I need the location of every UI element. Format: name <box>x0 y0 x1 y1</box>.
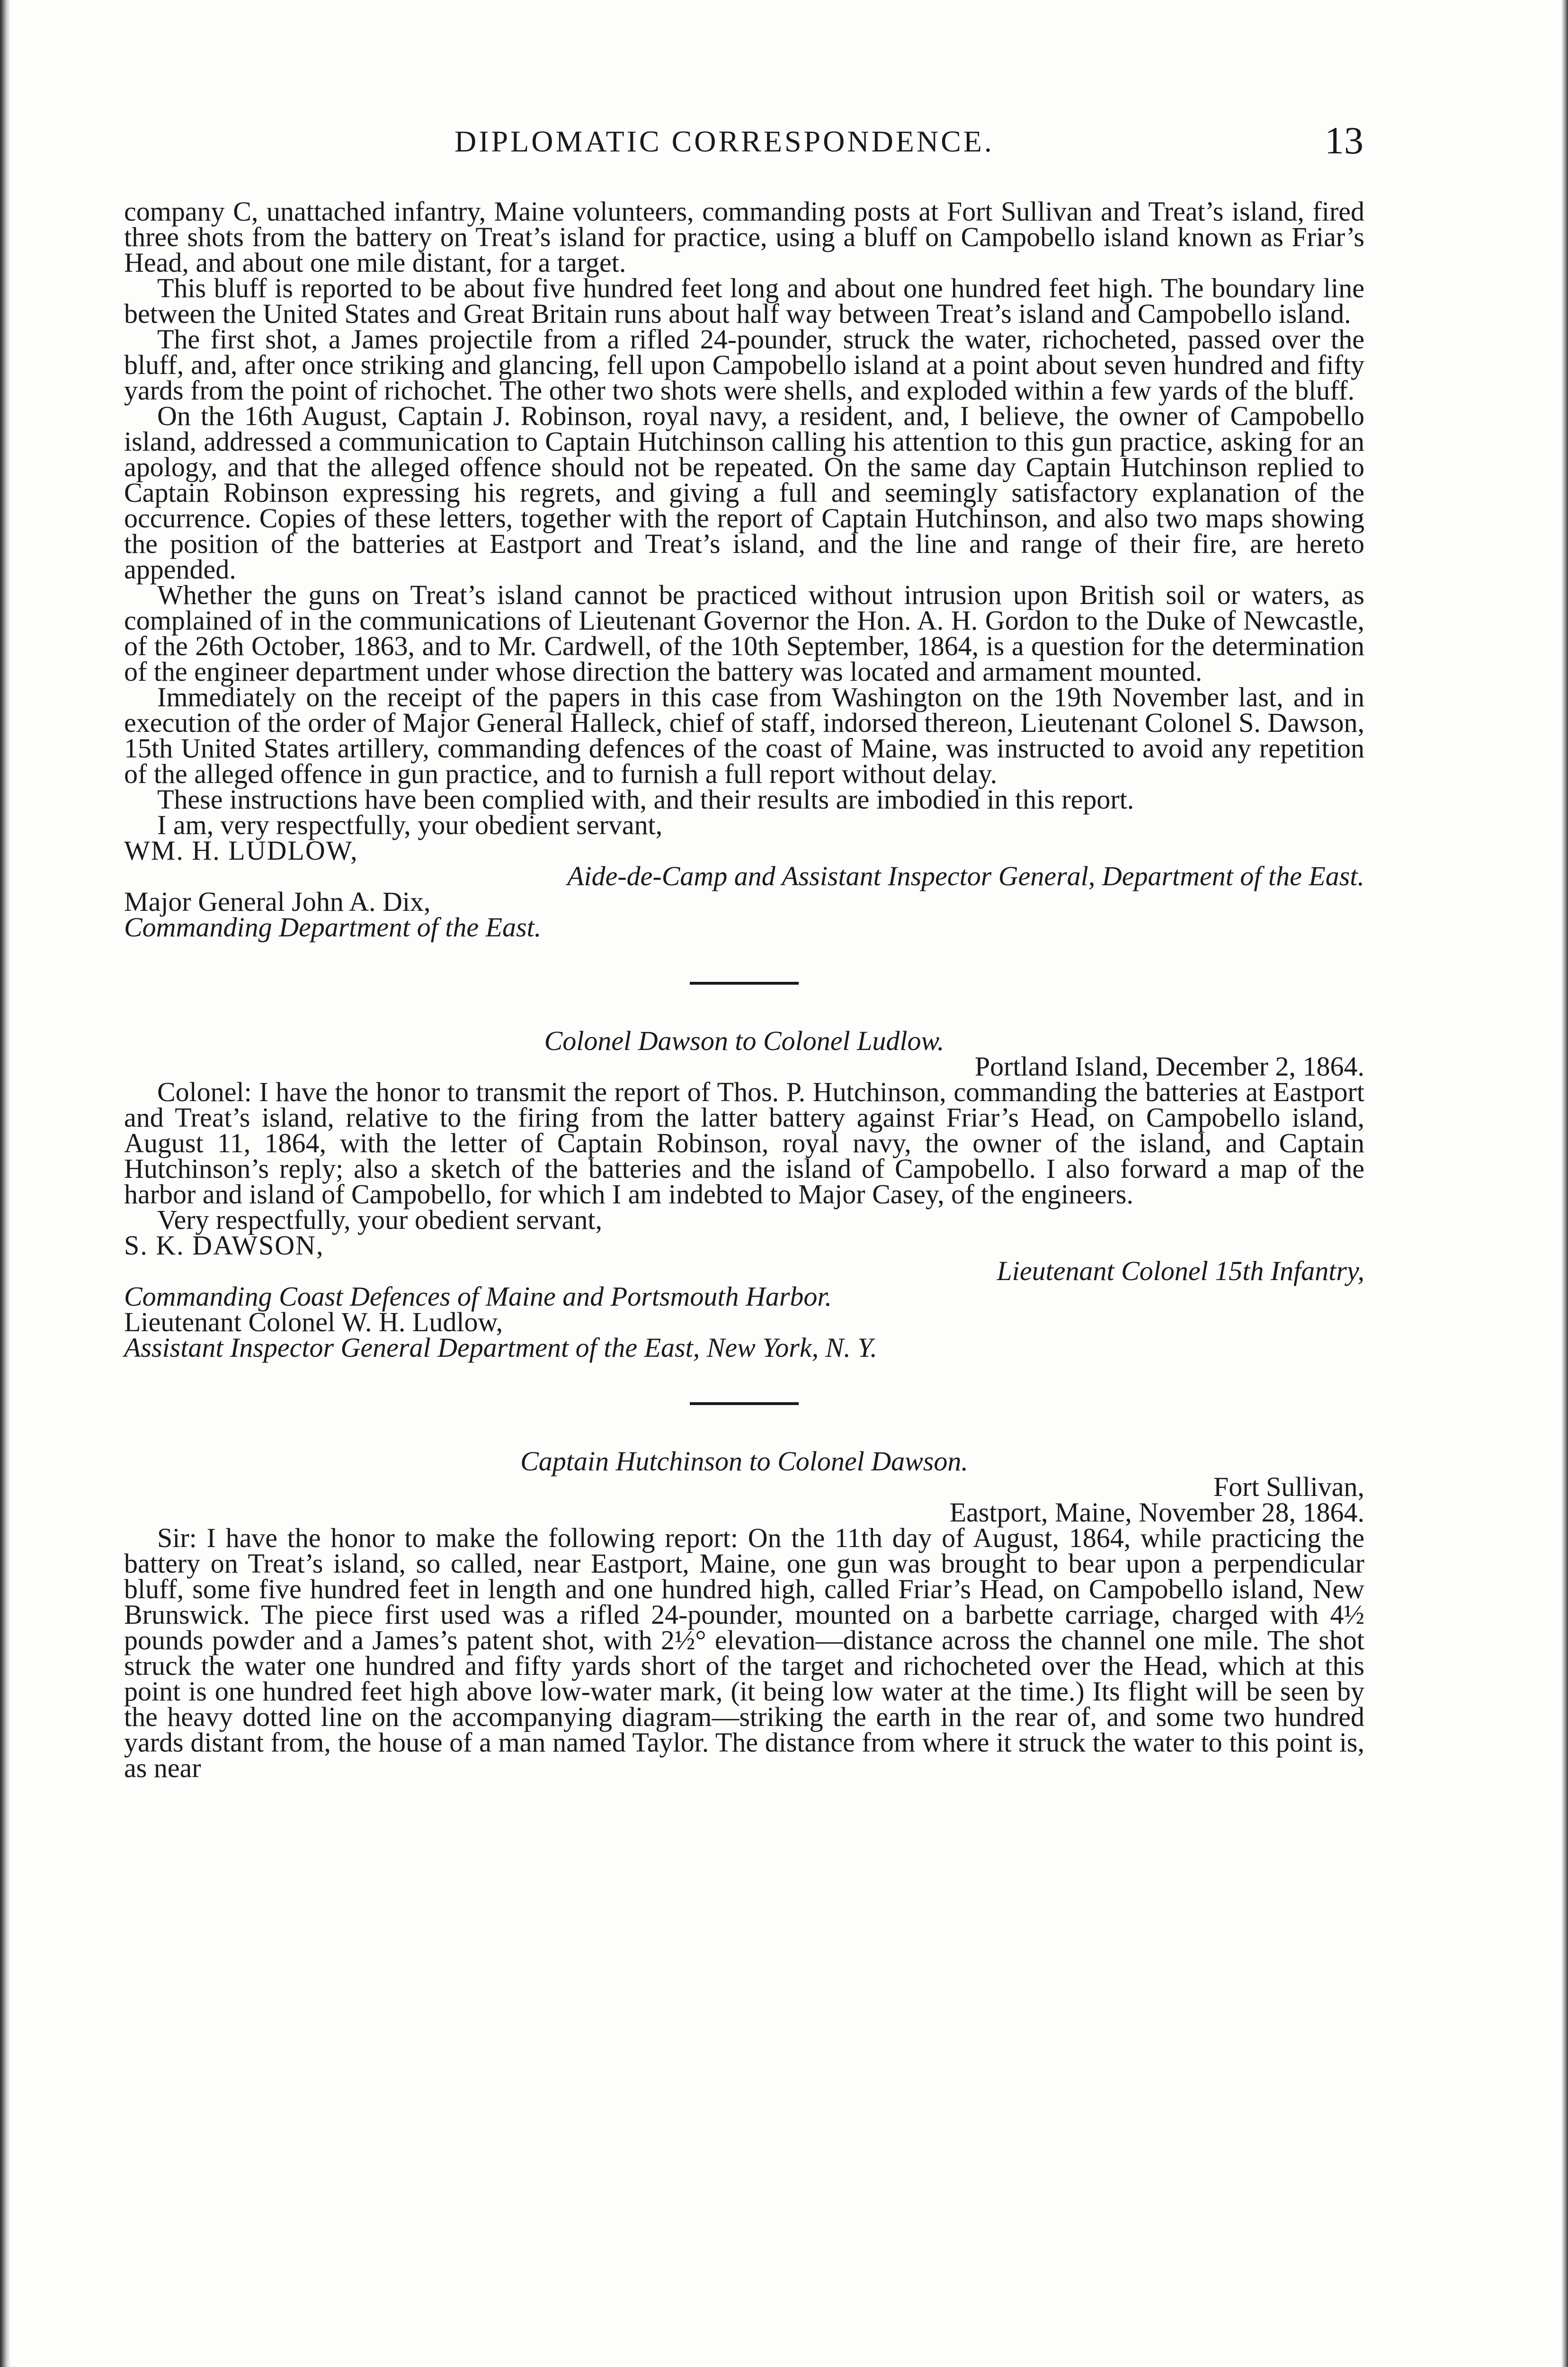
addressee-name: Major General John A. Dix, <box>124 886 431 917</box>
addressee-title: Assistant Inspector General Department of the East, New York, N. Y. <box>124 1332 877 1363</box>
paragraph: Whether the guns on Treat’s island cannot be practiced without intrusion upon British soil or waters, as complained of in the communications of Lieutenant Governor the Hon. A. H. Gordon to the Duke of Newcastle, of the 26th October, 1863, and to Mr. Cardwell, of the 10th September, 1864, is a question for the determination of the engineer department under whose direction the battery was located and armament mounted. <box>124 579 1364 687</box>
paragraph: This bluff is reported to be about five hundred feet long and about one hundred feet high. The boundary line between the United States and Great Britain runs about half way between Treat’s island and Campobello island. <box>124 273 1364 329</box>
letter-closing: I am, very respectfully, your obedient servant, <box>157 810 663 840</box>
page-header <box>123 118 1363 170</box>
signer-title: Lieutenant Colonel 15th Infantry, <box>997 1255 1364 1286</box>
letter-title: Colonel Dawson to Colonel Ludlow. <box>544 1025 944 1056</box>
paragraph: Sir: I have the honor to make the following report: On the 11th day of August, 1864, while practicing the battery on Treat’s island, so called, near Eastport, Maine, one gun was brought to bear upon a perpendicular bluff, some five hundred feet in length and one hundred high, called Friar’s Head, on Campobello island, New Brunswick. The piece first used was a rifled 24-pounder, mounted on a barbette carriage, charged with 4½ pounds powder and a James’s patent shot, with 2½° elevation—distance across the channel one mile. The shot struck the water one hundred and fifty yards short of the target and richocheted over the Head, which at this point is one hundred feet high above low-water mark, (it being low water at the time.) Its flight will be seen by the heavy dotted line on the accompanying diagram—striking the earth in the rear of, and some two hundred yards distant from, the house of a man named Taylor. The distance from where it struck the water to this point is, as near <box>124 1522 1364 1783</box>
paragraph: Immediately on the receipt of the papers in this case from Washington on the 19th November last, and in execution of the order of Major General Halleck, chief of staff, indorsed thereon, Lieutenant Colonel S. Dawson, 15th United States artillery, commanding defences of the coast of Maine, was instructed to avoid any repetition of the alleged offence in gun practice, and to furnish a full report without delay. <box>124 682 1364 789</box>
addressee-name: Lieutenant Colonel W. H. Ludlow, <box>124 1307 503 1337</box>
dateline: Fort Sullivan, <box>1213 1471 1364 1502</box>
signer-title: Aide-de-Camp and Assistant Inspector General, Department of the East. <box>567 861 1364 891</box>
section-divider <box>124 1388 1364 1414</box>
letter-title: Captain Hutchinson to Colonel Dawson. <box>520 1446 968 1477</box>
paragraph: These instructions have been complied with, and their results are imbodied in this report. <box>157 784 1134 815</box>
paragraph: company C, unattached infantry, Maine volunteers, commanding posts at Fort Sullivan and Treat’s island, fired three shots from the battery on Treat’s island for practice, using a bluff on Campobello island known as Friar’s Head, and about one mile distant, for a target. <box>124 196 1364 278</box>
scan-edge-left <box>0 0 10 2367</box>
paragraph: The first shot, a James projectile from a rifled 24-pounder, struck the water, richocheted, passed over the bluff, and, after once striking and glancing, fell upon Campobello island at a point about seven hundred and fifty yards from the point of richochet. The other two shots were shells, and exploded within a few yards of the bluff. <box>124 324 1364 406</box>
paragraph: Colonel: I have the honor to transmit the report of Thos. P. Hutchinson, commanding the batteries at Eastport and Treat’s island, relative to the firing from the latter battery against Friar’s Head, on Campobello island, August 11, 1864, with the letter of Captain Robinson, royal navy, the owner of the island, and Captain Hutchinson’s reply; also a sketch of the batteries and the island of Campobello. I also forward a map of the harbor and island of Campobello, for which I am indebted to Major Casey, of the engineers. <box>124 1077 1364 1210</box>
addressee-title: Commanding Department of the East. <box>124 912 542 943</box>
signer-name: WM. H. LUDLOW, <box>124 835 358 866</box>
section-divider <box>124 968 1364 993</box>
running-head: DIPLOMATIC CORRESPONDENCE. <box>454 125 994 158</box>
signer-name: S. K. DAWSON, <box>124 1230 324 1261</box>
page-body <box>124 196 1364 1783</box>
letter-closing: Very respectfully, your obedient servant, <box>157 1204 603 1235</box>
page-number: 13 <box>1325 119 1363 162</box>
dateline: Eastport, Maine, November 28, 1864. <box>949 1497 1364 1528</box>
paragraph: On the 16th August, Captain J. Robinson, royal navy, a resident, and, I believe, the owner of Campobello island, addressed a communication to Captain Hutchinson calling his attention to this gun practice, asking for an apology, and that the alleged offence should not be repeated. On the same day Captain Hutchinson replied to Captain Robinson expressing his regrets, and giving a full and seemingly satisfactory explanation of the occurrence. Copies of these letters, together with the report of Captain Hutchinson, and also two maps showing the position of the batteries at Eastport and Treat’s island, and the line and range of their fire, are hereto appended. <box>124 400 1364 585</box>
scan-edge-right <box>1561 0 1568 2367</box>
dateline: Portland Island, December 2, 1864. <box>974 1051 1364 1082</box>
signer-title: Commanding Coast Defences of Maine and Portsmouth Harbor. <box>124 1281 832 1312</box>
